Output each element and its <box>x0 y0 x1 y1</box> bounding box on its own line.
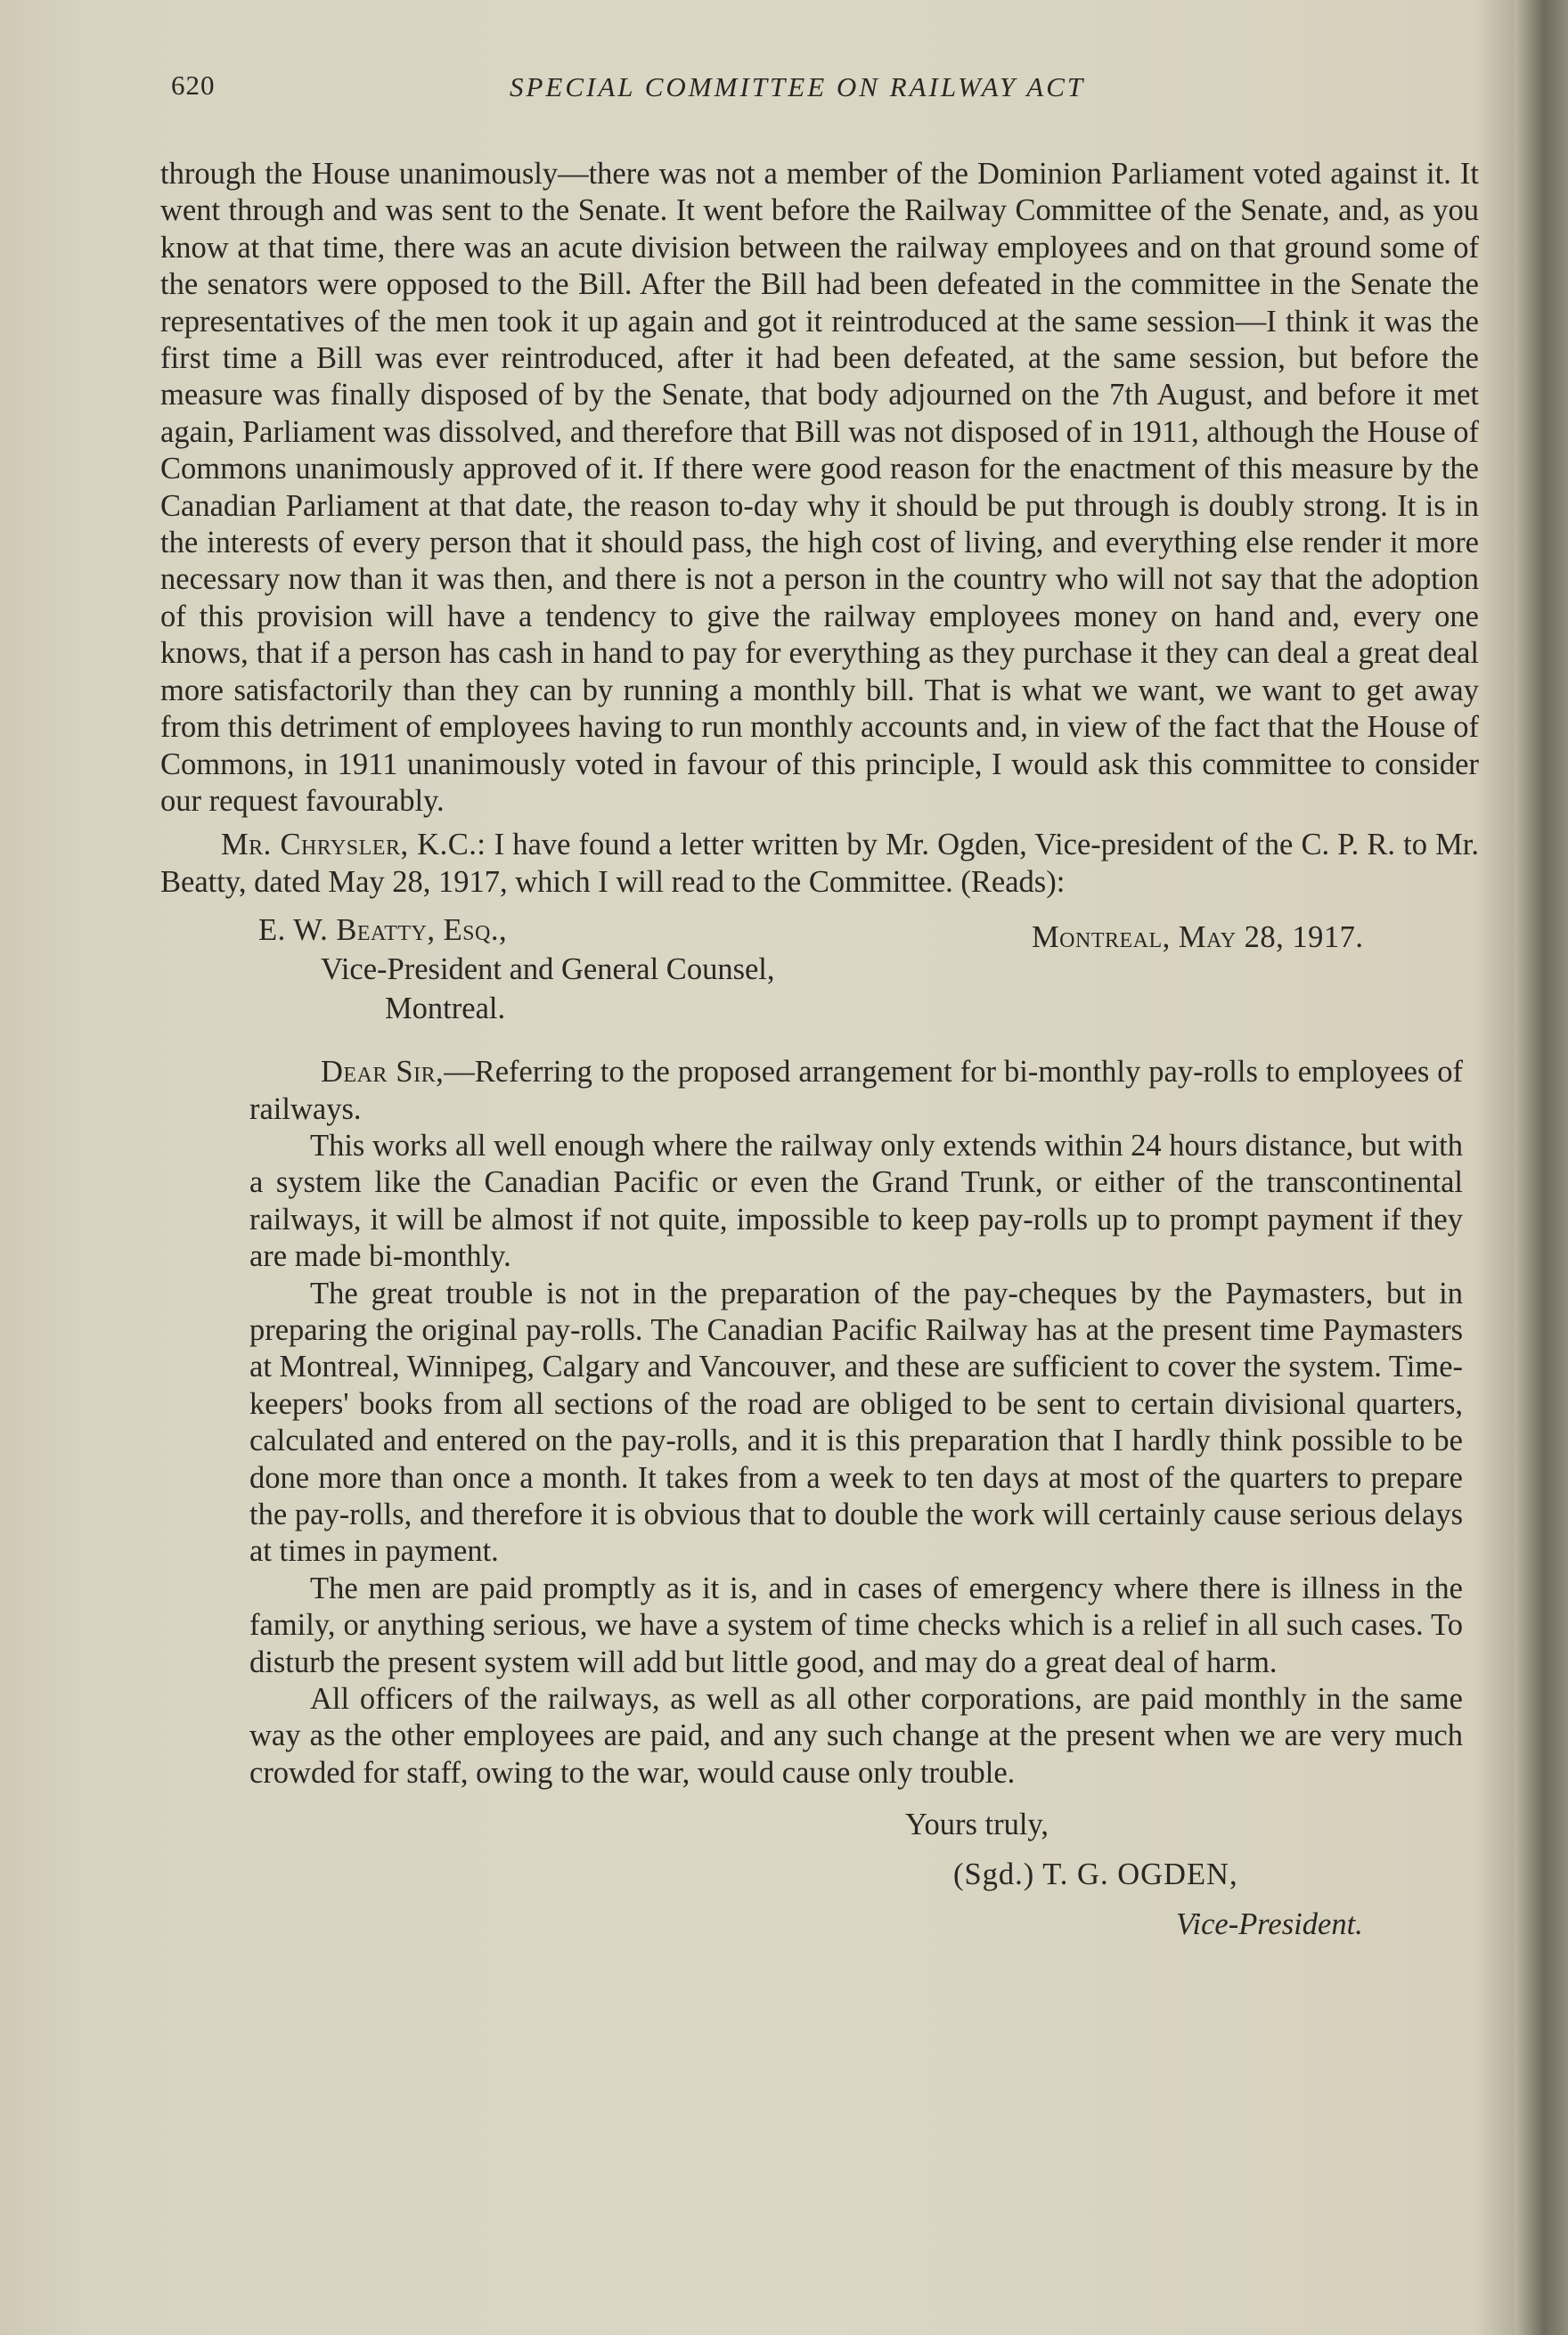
running-title: SPECIAL COMMITTEE ON RAILWAY ACT <box>510 71 1086 102</box>
speaker-name: Mr. Chrysler, K.C.: <box>221 828 486 862</box>
testimony-paragraph: through the House unanimously—there was not a member of the Dominion Parliament voted against it. It went through and was sent to the Senate. It went before the Railway Committee of the Senate, and, as you know at that time, there was an acute division between the railway employees and on that ground some of the senators were opposed to the Bill. After the Bill had been defeated in the committee in the Senate the representatives of the men took it up again and got it reintroduced at the same session—I think it was the first time a Bill was ever reintroduced, after it had been defeated, at the same session, but before the measure was finally disposed of by the Senate, that body adjourned on the 7th August, and before it met again, Parliament was dissolved, and therefore that Bill was not disposed of in 1911, although the House of Commons unanimously approved of it. If there were good reason for the enactment of this measure by the Canadian Parliament at that date, the reason to-day why it should be put through is doubly strong. It is in the interests of every person that it should pass, the high cost of living, and everything else render it more necessary now than it was then, and there is not a person in the country who will not say that the adoption of this provision will have a tendency to give the railway employees money on hand and, every one knows, that if a person has cash in hand to pay for everything as they purchase it they can deal a great deal more satisfactorily than they can by running a monthly bill. That is what we want, we want to get away from this detriment of employees having to run monthly accounts and, in view of the fact that the House of Commons, in 1911 unanimously voted in favour of this principle, I would ask this committee to consider our request favourably. <box>160 157 1480 818</box>
chrysler-text: I have found a letter written by Mr. Ogden, Vice-president of the C. P. R. to Mr. Beatty, dated May 28, 1917, which I will read to the Committee. (Reads): <box>160 828 1479 899</box>
letter-paragraph-text: —Referring to the proposed arrangement for bi-monthly pay-rolls to employees of railways. <box>249 1055 1463 1126</box>
letter-paragraph: This works all well enough where the railway only extends within 24 hours distance, but with a system like the Canadian Pacific or even the Grand Trunk, or either of the transcontinental railways, it will be almost if not quite, impossible to keep pay-rolls up to prompt payment if they are made bi-monthly. <box>249 1128 1463 1274</box>
closing-phrase: Yours truly, <box>905 1808 1049 1842</box>
chrysler-statement <box>160 827 1479 901</box>
letter-addressee-title: Vice-President and General Counsel, <box>321 952 775 987</box>
signer-title: Vice-President. <box>1176 1907 1363 1942</box>
letter-addressee: E. W. Beatty, Esq., <box>258 913 508 948</box>
letter-closing <box>160 1808 1479 1959</box>
letter-salutation: Dear Sir, <box>321 1055 445 1090</box>
letter-addressee-city: Montreal. <box>385 992 506 1026</box>
letter-date: Montreal, May 28, 1917. <box>1032 920 1364 955</box>
page-number: 620 <box>171 69 216 101</box>
page-header <box>171 62 1481 107</box>
letter-heading <box>160 913 1479 1047</box>
letter-paragraph: All officers of the railways, as well as all other corporations, are paid monthly in the same way as the other employees are paid, and any such change at the present when we are very much crowded for staff, owing to the war, would cause only trouble. <box>249 1682 1463 1790</box>
letter-paragraph: The great trouble is not in the preparation of the pay-cheques by the Paymasters, but in preparing the original pay-rolls. The Canadian Pacific Railway has at the present time Paymasters at Montreal, Winnipeg, Calgary and Vancouver, and these are sufficient to cover the system. Time-keepers' books from all sections of the road are obliged to be sent to certain divisional quarters, calculated and entered on the pay-rolls, and it is this preparation that I hardly think possible to be done more than once a month. It takes from a week to ten days at most of the quarters to prepare the pay-rolls, and therefore it is obvious that to double the work will certainly cause serious delays at times in payment. <box>249 1276 1463 1569</box>
letter-body <box>249 1054 1463 1792</box>
page-body <box>160 156 1479 1959</box>
book-spine-shadow <box>1515 0 1568 2335</box>
letter-paragraph <box>249 1054 1463 1128</box>
letter-paragraph: The men are paid promptly as it is, and in cases of emergency where there is illness in the family, or anything serious, we have a system of time checks which is a relief in all such cases. To disturb the present system will add but little good, and may do a great deal of harm. <box>249 1571 1463 1679</box>
signature: (Sgd.) T. G. OGDEN, <box>953 1857 1238 1892</box>
